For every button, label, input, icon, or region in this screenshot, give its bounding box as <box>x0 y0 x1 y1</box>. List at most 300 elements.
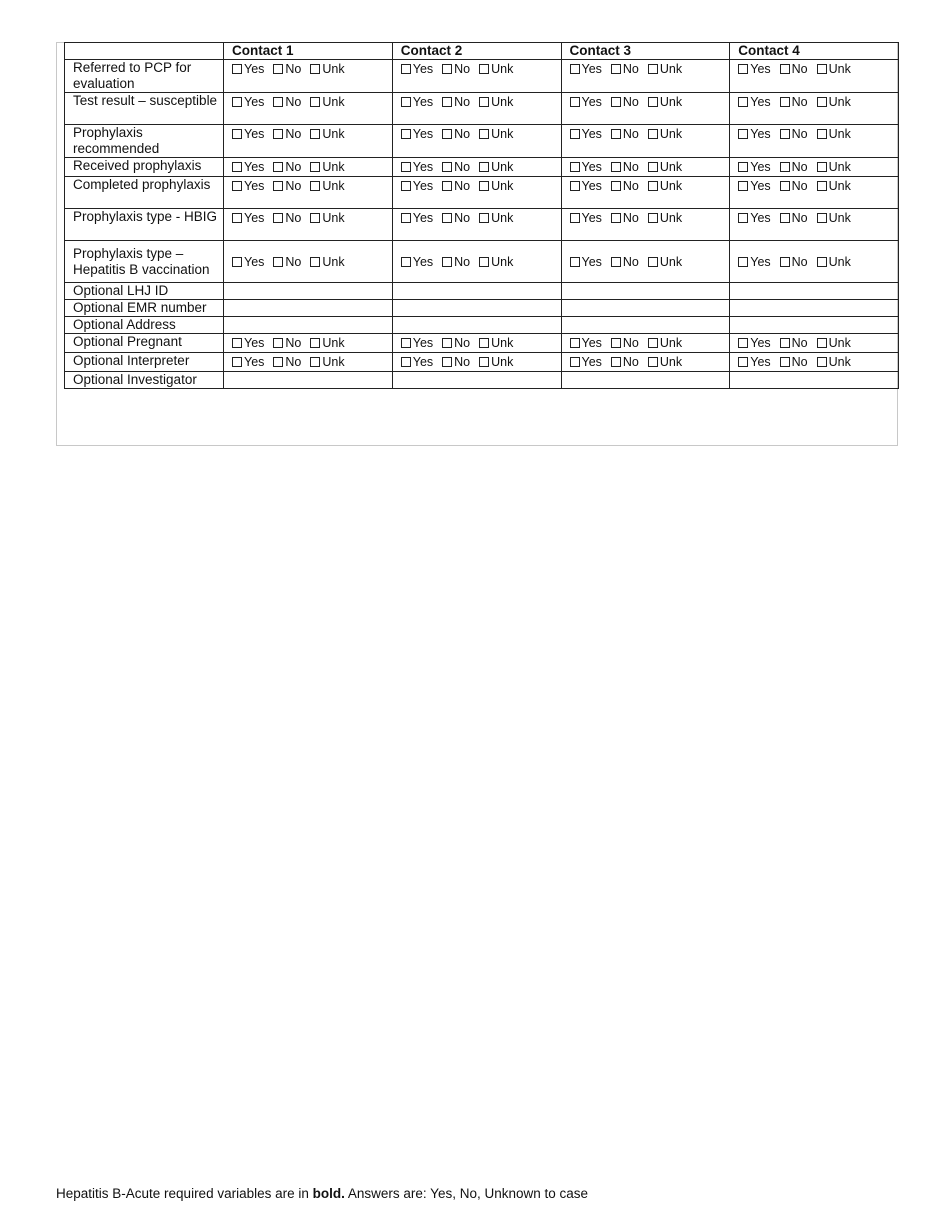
no-checkbox[interactable] <box>780 162 790 172</box>
yes-checkbox[interactable] <box>232 129 242 139</box>
yes-option[interactable] <box>738 178 770 194</box>
no-checkbox[interactable] <box>273 129 283 139</box>
contact-4-answer-cell <box>730 60 899 93</box>
unk-checkbox[interactable] <box>817 213 827 223</box>
unk-option[interactable] <box>817 335 851 351</box>
yes-option[interactable] <box>401 61 433 77</box>
yes-checkbox[interactable] <box>738 338 748 348</box>
no-option[interactable] <box>273 354 301 370</box>
unk-checkbox[interactable] <box>479 257 489 267</box>
contact-3-answer-cell <box>561 93 730 125</box>
no-checkbox[interactable] <box>611 338 621 348</box>
no-checkbox[interactable] <box>780 338 790 348</box>
no-checkbox[interactable] <box>273 338 283 348</box>
yes-option[interactable] <box>232 254 264 270</box>
yes-label: Yes <box>244 179 265 193</box>
table-row <box>65 60 899 93</box>
table-row <box>65 209 899 241</box>
no-label: No <box>454 160 471 174</box>
no-checkbox[interactable] <box>611 357 621 367</box>
yes-label: Yes <box>244 95 265 109</box>
unk-checkbox[interactable] <box>479 129 489 139</box>
unk-checkbox[interactable] <box>310 357 320 367</box>
no-option[interactable] <box>611 94 639 110</box>
no-option[interactable] <box>442 354 470 370</box>
yes-option[interactable] <box>401 178 433 194</box>
yes-label: Yes <box>750 62 771 76</box>
yes-label: Yes <box>244 254 265 269</box>
contact-2-text-field[interactable] <box>392 283 561 300</box>
unk-option[interactable] <box>479 254 513 270</box>
no-label: No <box>622 211 639 225</box>
unk-checkbox[interactable] <box>817 257 827 267</box>
unk-option[interactable] <box>817 178 851 194</box>
unk-option[interactable] <box>648 159 682 175</box>
contact-4-text-field[interactable] <box>730 283 899 300</box>
no-option[interactable] <box>780 210 808 226</box>
unk-label: Unk <box>491 179 514 193</box>
yes-option[interactable] <box>738 210 770 226</box>
unk-option[interactable] <box>817 159 851 175</box>
yes-label: Yes <box>412 179 434 193</box>
unk-option[interactable] <box>310 354 344 370</box>
yes-checkbox[interactable] <box>738 357 748 367</box>
unk-checkbox[interactable] <box>310 162 320 172</box>
unk-checkbox[interactable] <box>648 97 658 107</box>
no-checkbox[interactable] <box>442 162 452 172</box>
contact-4-text-field[interactable] <box>730 372 899 389</box>
yes-checkbox[interactable] <box>232 338 242 348</box>
no-label: No <box>285 62 302 76</box>
no-checkbox[interactable] <box>273 181 283 191</box>
no-checkbox[interactable] <box>442 181 452 191</box>
unk-checkbox[interactable] <box>648 357 658 367</box>
no-option[interactable] <box>442 178 470 194</box>
contact-1-answer-cell <box>224 209 393 241</box>
yes-checkbox[interactable] <box>232 257 242 267</box>
no-checkbox[interactable] <box>780 97 790 107</box>
yes-checkbox[interactable] <box>570 257 580 267</box>
no-checkbox[interactable] <box>442 64 452 74</box>
yes-checkbox[interactable] <box>232 213 242 223</box>
no-option[interactable] <box>780 159 808 175</box>
no-option[interactable] <box>611 354 639 370</box>
unk-checkbox[interactable] <box>817 338 827 348</box>
no-checkbox[interactable] <box>780 129 790 139</box>
unk-label: Unk <box>491 127 514 141</box>
no-label: No <box>622 62 639 76</box>
yes-option[interactable] <box>570 61 602 77</box>
unk-label: Unk <box>322 179 345 193</box>
yes-option[interactable] <box>232 354 264 370</box>
no-label: No <box>454 355 471 369</box>
no-option[interactable] <box>273 159 301 175</box>
contact-4-answer-cell <box>730 177 899 209</box>
unk-checkbox[interactable] <box>479 357 489 367</box>
unk-checkbox[interactable] <box>648 257 658 267</box>
yes-label: Yes <box>244 62 265 76</box>
table-row <box>65 125 899 158</box>
unk-checkbox[interactable] <box>648 129 658 139</box>
yes-option[interactable] <box>570 159 602 175</box>
yes-option[interactable] <box>401 210 433 226</box>
yes-checkbox[interactable] <box>401 338 411 348</box>
no-checkbox[interactable] <box>442 97 452 107</box>
no-checkbox[interactable] <box>611 97 621 107</box>
no-label: No <box>285 95 302 109</box>
yes-option[interactable] <box>738 94 770 110</box>
yes-option[interactable] <box>738 354 770 370</box>
unk-checkbox[interactable] <box>310 129 320 139</box>
unk-option[interactable] <box>479 210 513 226</box>
unk-option[interactable] <box>648 61 682 77</box>
no-option[interactable] <box>780 61 808 77</box>
yes-checkbox[interactable] <box>232 97 242 107</box>
no-checkbox[interactable] <box>273 213 283 223</box>
no-option[interactable] <box>442 94 470 110</box>
yes-option[interactable] <box>570 94 602 110</box>
yes-checkbox[interactable] <box>738 181 748 191</box>
yes-option[interactable] <box>738 254 770 270</box>
yes-option[interactable] <box>232 335 264 351</box>
no-option[interactable] <box>611 159 639 175</box>
no-checkbox[interactable] <box>611 257 621 267</box>
unk-label: Unk <box>828 95 851 109</box>
table-row <box>65 353 899 372</box>
unk-option[interactable] <box>479 159 513 175</box>
unk-option[interactable] <box>310 178 344 194</box>
table-row <box>65 317 899 334</box>
yes-option[interactable] <box>232 126 264 142</box>
contact-4-text-field[interactable] <box>730 300 899 317</box>
no-checkbox[interactable] <box>780 181 790 191</box>
table-row <box>65 93 899 125</box>
unk-label: Unk <box>659 336 683 350</box>
yes-option[interactable] <box>738 61 770 77</box>
no-option[interactable] <box>442 210 470 226</box>
yes-label: Yes <box>412 254 434 269</box>
yes-checkbox[interactable] <box>401 129 411 139</box>
no-option[interactable] <box>780 335 808 351</box>
yes-label: Yes <box>244 336 265 350</box>
no-label: No <box>622 179 639 193</box>
contact-1-header: Contact 1 <box>224 43 393 60</box>
unk-option[interactable] <box>479 94 513 110</box>
yes-checkbox[interactable] <box>232 181 242 191</box>
unk-option[interactable] <box>310 254 344 270</box>
yes-checkbox[interactable] <box>401 162 411 172</box>
footer-bold: bold. <box>312 1186 345 1201</box>
no-option[interactable] <box>611 126 639 142</box>
no-option[interactable] <box>273 254 301 270</box>
unk-option[interactable] <box>817 354 851 370</box>
no-checkbox[interactable] <box>442 257 452 267</box>
unk-label: Unk <box>322 160 345 174</box>
unk-checkbox[interactable] <box>479 64 489 74</box>
contact-2-answer-cell <box>392 334 561 353</box>
unk-option[interactable] <box>648 178 682 194</box>
no-option[interactable] <box>611 210 639 226</box>
yes-checkbox[interactable] <box>738 257 748 267</box>
yes-option[interactable] <box>401 159 433 175</box>
unk-checkbox[interactable] <box>479 181 489 191</box>
unk-option[interactable] <box>648 354 682 370</box>
no-checkbox[interactable] <box>273 257 283 267</box>
yes-checkbox[interactable] <box>570 181 580 191</box>
yes-checkbox[interactable] <box>401 213 411 223</box>
no-option[interactable] <box>611 61 639 77</box>
row-label: Prophylaxis type - HBIG <box>65 209 224 241</box>
unk-option[interactable] <box>817 94 851 110</box>
no-option[interactable] <box>442 254 470 270</box>
no-checkbox[interactable] <box>611 162 621 172</box>
yes-option[interactable] <box>401 335 433 351</box>
unk-option[interactable] <box>817 210 851 226</box>
yes-checkbox[interactable] <box>401 64 411 74</box>
unk-checkbox[interactable] <box>310 338 320 348</box>
yes-checkbox[interactable] <box>570 162 580 172</box>
no-checkbox[interactable] <box>611 213 621 223</box>
yes-option[interactable] <box>570 126 602 142</box>
no-option[interactable] <box>273 94 301 110</box>
row-label: Received prophylaxis <box>65 158 224 177</box>
unk-checkbox[interactable] <box>310 181 320 191</box>
no-label: No <box>285 179 302 193</box>
unk-checkbox[interactable] <box>648 213 658 223</box>
unk-option[interactable] <box>648 94 682 110</box>
yes-option[interactable] <box>738 159 770 175</box>
unk-label: Unk <box>491 160 514 174</box>
table-row <box>65 334 899 353</box>
no-option[interactable] <box>273 335 301 351</box>
no-option[interactable] <box>273 61 301 77</box>
no-checkbox[interactable] <box>780 257 790 267</box>
no-option[interactable] <box>611 254 639 270</box>
yes-option[interactable] <box>401 354 433 370</box>
contact-1-text-field[interactable] <box>224 300 393 317</box>
unk-option[interactable] <box>310 159 344 175</box>
yes-checkbox[interactable] <box>738 97 748 107</box>
no-checkbox[interactable] <box>442 129 452 139</box>
no-label: No <box>285 355 302 369</box>
no-checkbox[interactable] <box>611 129 621 139</box>
no-option[interactable] <box>780 94 808 110</box>
no-option[interactable] <box>442 61 470 77</box>
no-option[interactable] <box>780 178 808 194</box>
no-label: No <box>791 179 808 193</box>
unk-option[interactable] <box>310 126 344 142</box>
unk-checkbox[interactable] <box>817 64 827 74</box>
contact-3-answer-cell <box>561 177 730 209</box>
contact-3-text-field[interactable] <box>561 283 730 300</box>
unk-checkbox[interactable] <box>479 162 489 172</box>
unk-checkbox[interactable] <box>817 181 827 191</box>
unk-checkbox[interactable] <box>817 162 827 172</box>
no-label: No <box>454 127 471 141</box>
contact-2-text-field[interactable] <box>392 300 561 317</box>
contact-1-text-field[interactable] <box>224 283 393 300</box>
yes-option[interactable] <box>232 61 264 77</box>
contact-3-text-field[interactable] <box>561 300 730 317</box>
unk-option[interactable] <box>817 61 851 77</box>
unk-checkbox[interactable] <box>310 257 320 267</box>
unk-option[interactable] <box>479 354 513 370</box>
no-option[interactable] <box>273 178 301 194</box>
yes-checkbox[interactable] <box>738 129 748 139</box>
contact-1-text-field[interactable] <box>224 372 393 389</box>
no-option[interactable] <box>611 335 639 351</box>
unk-label: Unk <box>659 127 683 141</box>
no-checkbox[interactable] <box>442 357 452 367</box>
yes-checkbox[interactable] <box>570 97 580 107</box>
yes-checkbox[interactable] <box>232 64 242 74</box>
unk-checkbox[interactable] <box>310 97 320 107</box>
contact-3-answer-cell <box>561 334 730 353</box>
no-checkbox[interactable] <box>780 64 790 74</box>
no-option[interactable] <box>273 126 301 142</box>
yes-option[interactable] <box>570 335 602 351</box>
contact-followup-table <box>64 42 899 389</box>
unk-checkbox[interactable] <box>648 64 658 74</box>
unk-checkbox[interactable] <box>310 213 320 223</box>
yes-checkbox[interactable] <box>738 213 748 223</box>
contact-1-answer-cell <box>224 334 393 353</box>
unk-option[interactable] <box>479 178 513 194</box>
yes-option[interactable] <box>570 178 602 194</box>
footer-note <box>56 1186 588 1201</box>
no-checkbox[interactable] <box>780 213 790 223</box>
no-checkbox[interactable] <box>273 64 283 74</box>
no-checkbox[interactable] <box>611 181 621 191</box>
yes-checkbox[interactable] <box>232 162 242 172</box>
yes-option[interactable] <box>401 126 433 142</box>
contact-2-answer-cell <box>392 158 561 177</box>
unk-option[interactable] <box>310 335 344 351</box>
unk-checkbox[interactable] <box>817 129 827 139</box>
contact-1-answer-cell <box>224 177 393 209</box>
unk-checkbox[interactable] <box>479 213 489 223</box>
unk-checkbox[interactable] <box>817 97 827 107</box>
no-label: No <box>791 355 808 369</box>
unk-option[interactable] <box>479 61 513 77</box>
contact-1-text-field[interactable] <box>224 317 393 334</box>
no-option[interactable] <box>442 126 470 142</box>
unk-option[interactable] <box>479 126 513 142</box>
unk-option[interactable] <box>648 210 682 226</box>
no-option[interactable] <box>780 254 808 270</box>
no-checkbox[interactable] <box>780 357 790 367</box>
yes-checkbox[interactable] <box>570 213 580 223</box>
yes-checkbox[interactable] <box>232 357 242 367</box>
unk-option[interactable] <box>310 94 344 110</box>
yes-checkbox[interactable] <box>401 357 411 367</box>
yes-option[interactable] <box>232 159 264 175</box>
yes-option[interactable] <box>570 210 602 226</box>
yes-label: Yes <box>581 95 602 109</box>
unk-option[interactable] <box>817 254 851 270</box>
yes-checkbox[interactable] <box>570 338 580 348</box>
unk-checkbox[interactable] <box>648 162 658 172</box>
no-checkbox[interactable] <box>442 338 452 348</box>
yes-checkbox[interactable] <box>570 357 580 367</box>
yes-label: Yes <box>750 355 771 369</box>
contact-2-text-field[interactable] <box>392 372 561 389</box>
yes-option[interactable] <box>401 94 433 110</box>
contact-4-text-field[interactable] <box>730 317 899 334</box>
yes-label: Yes <box>750 211 771 225</box>
contact-3-text-field[interactable] <box>561 372 730 389</box>
no-checkbox[interactable] <box>273 162 283 172</box>
no-checkbox[interactable] <box>273 97 283 107</box>
no-option[interactable] <box>273 210 301 226</box>
unk-option[interactable] <box>479 335 513 351</box>
yes-checkbox[interactable] <box>570 129 580 139</box>
no-option[interactable] <box>611 178 639 194</box>
unk-label: Unk <box>659 254 683 269</box>
unk-checkbox[interactable] <box>817 357 827 367</box>
yes-option[interactable] <box>738 335 770 351</box>
no-label: No <box>622 254 639 269</box>
no-checkbox[interactable] <box>273 357 283 367</box>
yes-option[interactable] <box>232 210 264 226</box>
yes-checkbox[interactable] <box>401 97 411 107</box>
contact-1-answer-cell <box>224 241 393 283</box>
unk-option[interactable] <box>310 61 344 77</box>
yes-checkbox[interactable] <box>738 64 748 74</box>
yes-option[interactable] <box>232 94 264 110</box>
yes-option[interactable] <box>738 126 770 142</box>
contact-2-answer-cell <box>392 241 561 283</box>
yes-checkbox[interactable] <box>738 162 748 172</box>
contact-3-text-field[interactable] <box>561 317 730 334</box>
unk-option[interactable] <box>817 126 851 142</box>
unk-option[interactable] <box>648 335 682 351</box>
unk-checkbox[interactable] <box>310 64 320 74</box>
unk-option[interactable] <box>310 210 344 226</box>
contact-2-text-field[interactable] <box>392 317 561 334</box>
no-option[interactable] <box>780 354 808 370</box>
no-checkbox[interactable] <box>611 64 621 74</box>
yes-option[interactable] <box>401 254 433 270</box>
yes-option[interactable] <box>570 254 602 270</box>
yes-option[interactable] <box>570 354 602 370</box>
no-label: No <box>454 336 471 350</box>
yes-label: Yes <box>412 336 434 350</box>
unk-option[interactable] <box>648 126 682 142</box>
unk-checkbox[interactable] <box>479 338 489 348</box>
unk-label: Unk <box>828 254 851 269</box>
yes-checkbox[interactable] <box>570 64 580 74</box>
no-option[interactable] <box>442 159 470 175</box>
yes-label: Yes <box>750 336 771 350</box>
unk-label: Unk <box>491 254 514 269</box>
footer-prefix: Hepatitis B-Acute required variables are in <box>56 1186 313 1201</box>
unk-label: Unk <box>322 211 345 225</box>
yes-checkbox[interactable] <box>401 257 411 267</box>
no-option[interactable] <box>442 335 470 351</box>
row-label: Optional EMR number <box>65 300 224 317</box>
unk-checkbox[interactable] <box>479 97 489 107</box>
no-checkbox[interactable] <box>442 213 452 223</box>
no-option[interactable] <box>780 126 808 142</box>
yes-checkbox[interactable] <box>401 181 411 191</box>
contact-3-header: Contact 3 <box>561 43 730 60</box>
unk-checkbox[interactable] <box>648 181 658 191</box>
unk-checkbox[interactable] <box>648 338 658 348</box>
unk-option[interactable] <box>648 254 682 270</box>
unk-label: Unk <box>322 336 345 350</box>
yes-option[interactable] <box>232 178 264 194</box>
